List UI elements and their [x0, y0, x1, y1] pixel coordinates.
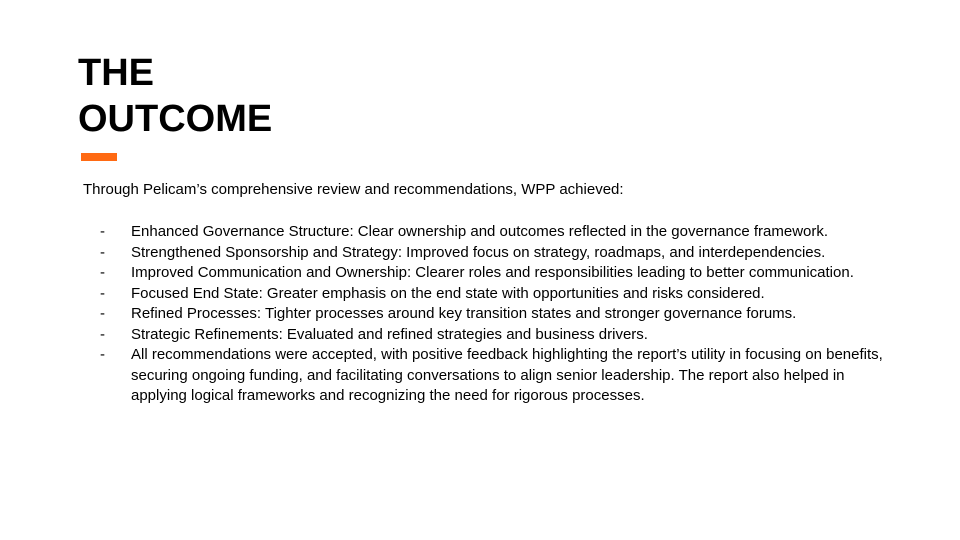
list-item — [100, 243, 900, 264]
title-line-1: THE — [78, 52, 154, 94]
accent-bar — [81, 153, 117, 161]
title-line-2: OUTCOME — [78, 98, 273, 140]
list-item — [100, 263, 900, 284]
list-item-text: Refined Processes: Tighter processes around key transition states and stronger governance forums. — [131, 305, 797, 322]
list-item — [100, 284, 900, 305]
list-item-text: Strengthened Sponsorship and Strategy: Improved focus on strategy, roadmaps, and interdependencies. — [131, 243, 826, 261]
slide-title — [78, 50, 272, 142]
list-item — [100, 345, 900, 407]
bullet-dash: - — [100, 223, 105, 240]
list-item-text: Improved Communication and Ownership: Clearer roles and responsibilities leading to better communication. — [131, 264, 854, 281]
list-item — [100, 325, 900, 346]
list-item — [100, 304, 900, 325]
outcome-list — [100, 222, 900, 407]
bullet-dash: - — [100, 325, 105, 343]
list-item — [100, 222, 900, 243]
list-item-text: All recommendations were accepted, with positive feedback highlighting the report’s utility in focusing on benefits, securing ongoing funding, and facilitating conversations to align senior leadership. The report also helped in applying logical frameworks and recognizing the need for rigorous processes. — [131, 346, 883, 404]
bullet-dash: - — [100, 284, 105, 302]
list-item-text: Focused End State: Greater emphasis on the end state with opportunities and risks considered. — [131, 284, 765, 302]
bullet-dash: - — [100, 243, 105, 261]
list-item-text: Enhanced Governance Structure: Clear ownership and outcomes reflected in the governance framework. — [131, 223, 829, 240]
intro-text: Through Pelicam’s comprehensive review and recommendations, WPP achieved: — [83, 181, 624, 198]
list-item-text: Strategic Refinements: Evaluated and refined strategies and business drivers. — [131, 325, 648, 343]
bullet-dash: - — [100, 264, 105, 281]
bullet-dash: - — [100, 305, 105, 322]
bullet-dash: - — [100, 346, 105, 363]
